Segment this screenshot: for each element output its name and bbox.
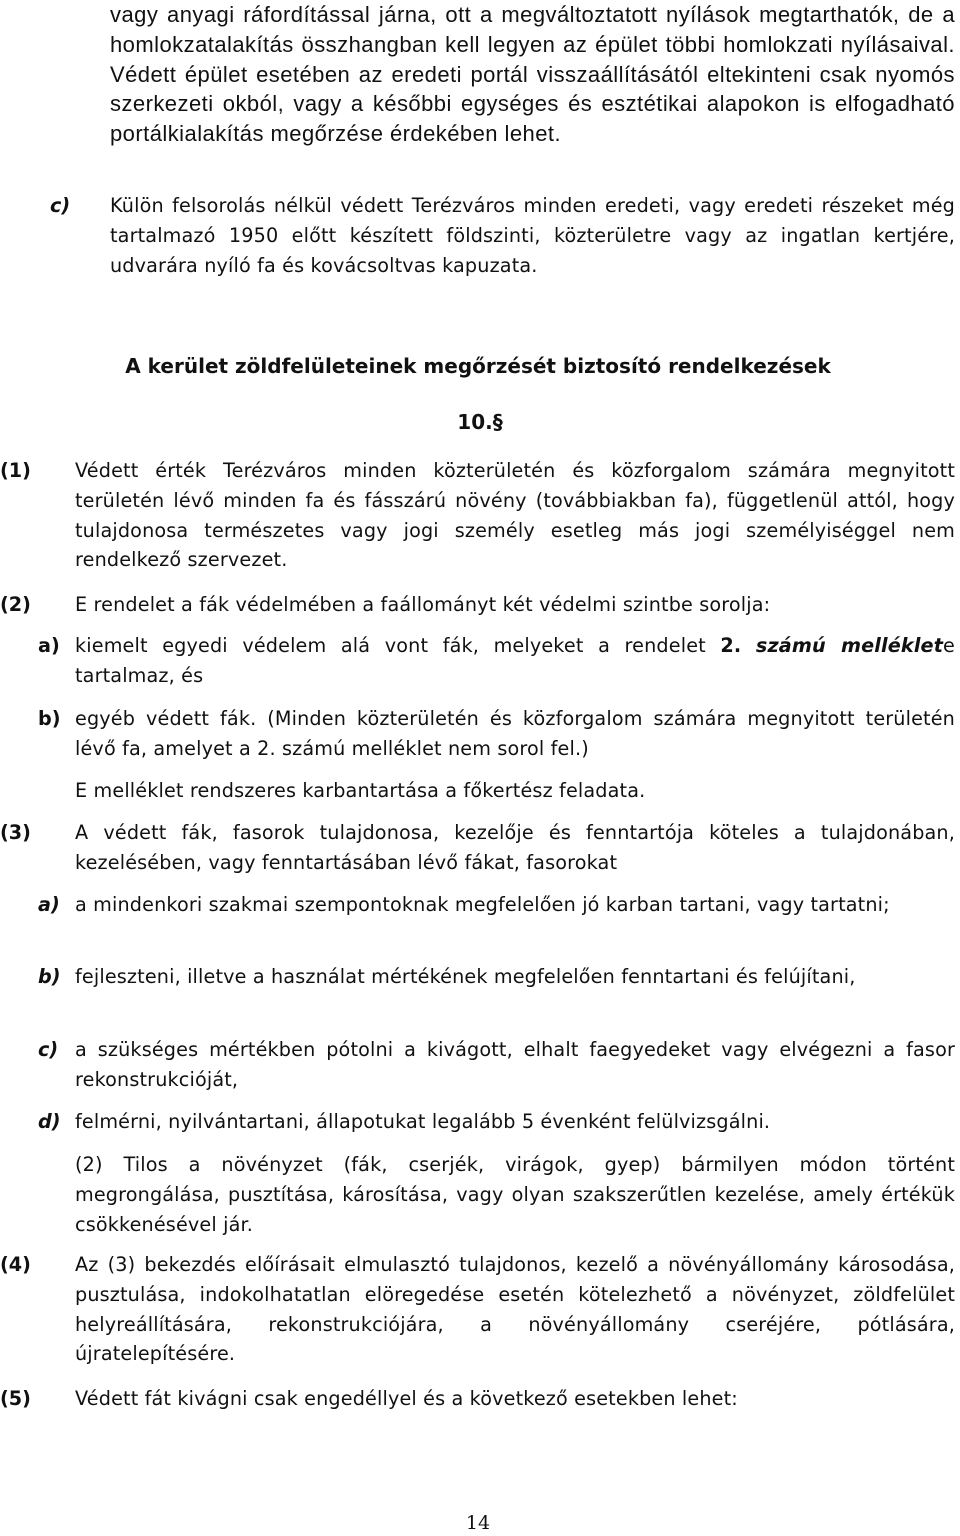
paragraph-3-item-c-text: a szükséges mértékben pótolni a kivágott, elhalt faegyedeket vagy elvégezni a fasor rekonstrukcióját, [75,1038,955,1091]
intro-paragraph: vagy anyagi ráfordítással járna, ott a megváltoztatott nyílások megtarthatók, de a homlokzatalakítás összhangban kell legyen az épület többi homlokzati nyílásaival. Védett épület esetében az eredeti portál visszaállításától eltekinteni csak nyomós szerkezeti okból, vagy a későbbi egységes és esztétikai alapokon is elfogadható portálkialakítás megőrzése érdekében lehet. [110,2,955,147]
paragraph-3-text: A védett fák, fasorok tulajdonosa, kezelője és fenntartója köteles a tulajdonában, kezelésében, vagy fenntartásában lévő fákat, fasorokat [75,821,955,874]
item-c-label: c) [50,194,71,217]
paragraph-2-item-a-text: kiemelt egyedi védelem alá vont fák, melyeket a rendelet 2. számú melléklete tartalmaz, és [75,634,956,687]
paragraph-3-item-d-text: felmérni, nyilvántartani, állapotukat legalább 5 évenként felülvizsgálni. [75,1110,771,1133]
paragraph-4-label: (4) [0,1253,31,1276]
paragraph-1-text: Védett érték Terézváros minden közterületén és közforgalom számára megnyitott területén lévő minden fa és fásszárú növény (továbbiakban fa), függetlenül attól, hogy tulajdonosa természetes vagy jogi személy esetleg más jogi személyiséggel nem rendelkező szervezet. [75,459,955,572]
paragraph-3-item-c-label: c) [38,1038,59,1061]
paragraph-3-item-d-label: d) [38,1110,61,1133]
paragraph-4-text: Az (3) bekezdés előírásait elmulasztó tulajdonos, kezelő a növényállomány károsodása, pusztulása, indokolhatatlan elöregedése esetén kötelezhető a növényzet, zöldfelület helyreállítására, rekonstrukciójára, a növényállomány cseréjére, pótlására, újratelepítésére. [75,1253,955,1366]
paragraph-3-item-a-label: a) [38,893,60,916]
item-c-text: Külön felsorolás nélkül védett Terézváros minden eredeti, vagy eredeti részeket még tartalmazó 1950 előtt készített földszinti, közterületre vagy az ingatlan kertjére, udvarára nyíló fa és kovácsoltvas kapuzata. [110,194,955,277]
paragraph-2-label: (2) [0,593,31,616]
paragraph-2-item-b-label: b) [38,707,61,730]
page-number: 14 [465,1512,491,1534]
paragraph-3-item-b-text: fejleszteni, illetve a használat mértékének megfelelően fenntartani és felújítani, [75,965,856,988]
paragraph-3-item-a-text: a mindenkori szakmai szempontoknak megfelelően jó karban tartani, vagy tartatni; [75,893,890,916]
paragraph-2-item-a-label: a) [38,634,60,657]
section-number: 10.§ [457,410,503,434]
paragraph-5-label: (5) [0,1387,31,1410]
paragraph-2-note: E melléklet rendszeres karbantartása a főkertész feladata. [75,779,646,802]
paragraph-1-label: (1) [0,459,31,482]
paragraph-2-text: E rendelet a fák védelmében a faállományt két védelmi szintbe sorolja: [75,593,771,616]
paragraph-3-note: (2) Tilos a növényzet (fák, cserjék, virágok, gyep) bármilyen módon történt megrongálása, pusztítása, károsítása, vagy olyan szakszerűtlen kezelése, amely értékük csökkenésével jár. [75,1153,955,1236]
paragraph-3-item-b-label: b) [38,965,61,988]
paragraph-5-text: Védett fát kivágni csak engedéllyel és a következő esetekben lehet: [75,1387,738,1410]
paragraph-2-item-b-text: egyéb védett fák. (Minden közterületén és közforgalom számára megnyitott területén lévő fa, amelyet a 2. számú melléklet nem sorol fel.) [75,707,955,760]
section-heading: A kerület zöldfelületeinek megőrzését biztosító rendelkezések [125,354,831,378]
paragraph-3-label: (3) [0,821,31,844]
